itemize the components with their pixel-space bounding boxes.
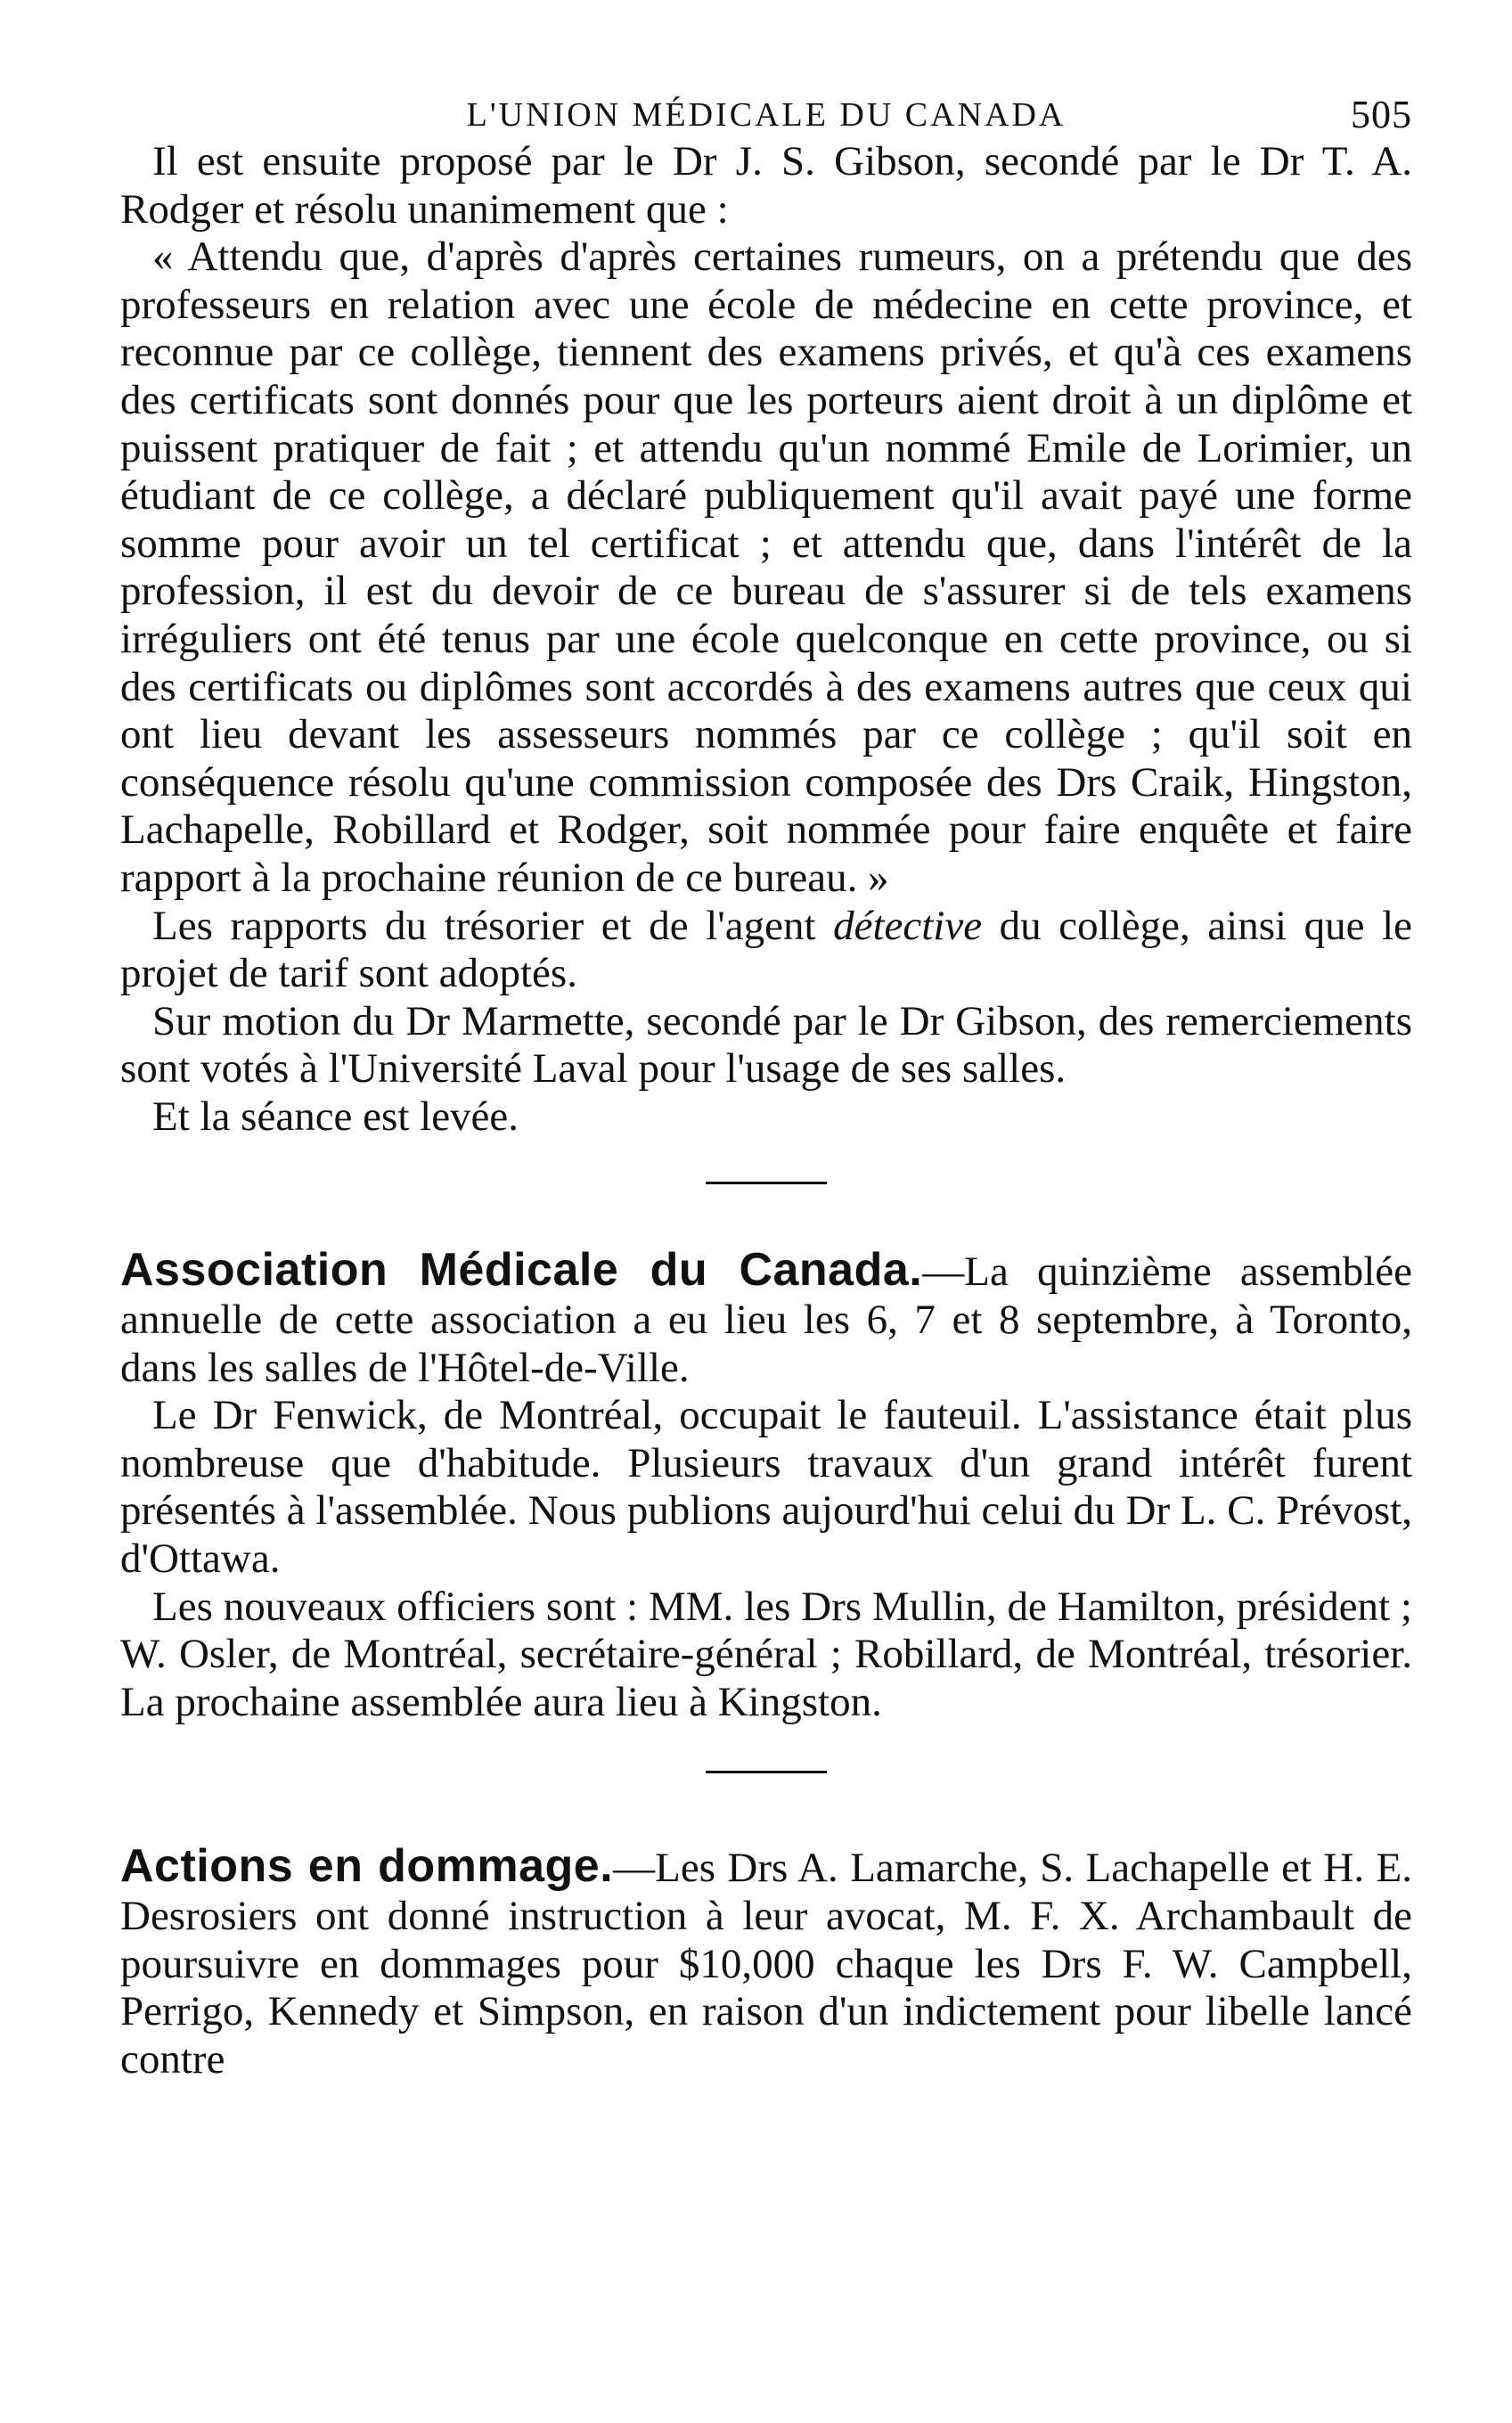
em-dash: — <box>613 1845 656 1892</box>
paragraph: Il est ensuite proposé par le Dr J. S. Gibson, secondé par le Dr T. A. Rodger et résolu unanimement que : <box>120 138 1412 233</box>
section-divider <box>706 1182 827 1184</box>
section-heading: Association Médicale du Canada. <box>120 1244 923 1297</box>
paragraph <box>120 1244 1413 1392</box>
section-divider <box>706 1771 827 1773</box>
paragraph-text: Les Drs A. Lamarche, S. Lachapelle et H. E. Desrosiers ont donné instruction à leur avocat, M. F. X. Archambault de poursuivre en dommages pour $10,000 chaque les Drs F. W. Campbell, Perrigo, Kennedy et Simpson, en raison d'un indictement pour libelle lancé contre <box>120 1845 1412 2083</box>
paragraph <box>120 903 1412 998</box>
paragraph <box>120 1840 1412 2083</box>
paragraph-text: du collège, ainsi que le projet de tarif sont adoptés. <box>120 902 1412 997</box>
italic-word: détective <box>833 902 983 949</box>
running-header <box>120 85 1412 138</box>
section-heading: Actions en dommage. <box>120 1840 614 1893</box>
paragraph-text: La quinzième assemblée annuelle de cette association a eu lieu les 6, 7 et 8 septembre, à Toronto, dans les salles de l'Hôtel-de-Ville. <box>120 1248 1413 1391</box>
paragraph: Sur motion du Dr Marmette, secondé par le Dr Gibson, des remerciements sont votés à l'Université Laval pour l'usage de ses salles. <box>120 997 1412 1093</box>
paragraph-text: Les rapports du trésorier et de l'agent <box>152 902 834 949</box>
document-page <box>120 85 1412 2083</box>
page-number: 505 <box>1351 93 1412 136</box>
em-dash: — <box>922 1248 965 1296</box>
actions-section <box>120 1840 1412 2083</box>
resolution-quote: « Attendu que, d'après d'après certaines rumeurs, on a prétendu que des professeurs en relation avec une école de médecine en cette province, et reconnue par ce collège, tiennent des examens privés, et qu'à ces examens des certificats sont donnés pour que les porteurs aient droit à un diplôme et puissent pratiquer de fait ; et attendu qu'un nommé Emile de Lorimier, un étudiant de ce collège, a déclaré publiquement qu'il avait payé une forme somme pour avoir un tel certificat ; et attendu que, dans l'intérêt de la profession, il est du devoir de ce bureau de s'assurer si de tels examens irréguliers ont été tenus par une école quelconque en cette province, ou si des certificats ou diplômes sont accordés à des examens autres que ceux qui ont lieu devant les assesseurs nommés par ce collège ; qu'il soit en conséquence résolu qu'une commission composée des Drs Craik, Hingston, Lachapelle, Robillard et Rodger, soit nommée pour faire enquête et faire rapport à la prochaine réunion de ce bureau. » <box>120 233 1412 901</box>
minutes-section <box>120 138 1412 1141</box>
paragraph: Le Dr Fenwick, de Montréal, occupait le fauteuil. L'assistance était plus nombreuse que d'habitude. Plusieurs travaux d'un grand intérêt furent présentés à l'assemblée. Nous publions aujourd'hui celui du Dr L. C. Prévost, d'Ottawa. <box>120 1392 1412 1583</box>
journal-title: L'UNION MÉDICALE DU CANADA <box>466 96 1067 134</box>
association-section <box>120 1244 1413 1726</box>
paragraph: Et la séance est levée. <box>152 1093 519 1140</box>
paragraph: Les nouveaux officiers sont : MM. les Drs Mullin, de Hamilton, président ; W. Osler, de Montréal, secrétaire-général ; Robillard, de Montréal, trésorier. La prochaine assemblée aura lieu à Kingston. <box>120 1583 1412 1725</box>
